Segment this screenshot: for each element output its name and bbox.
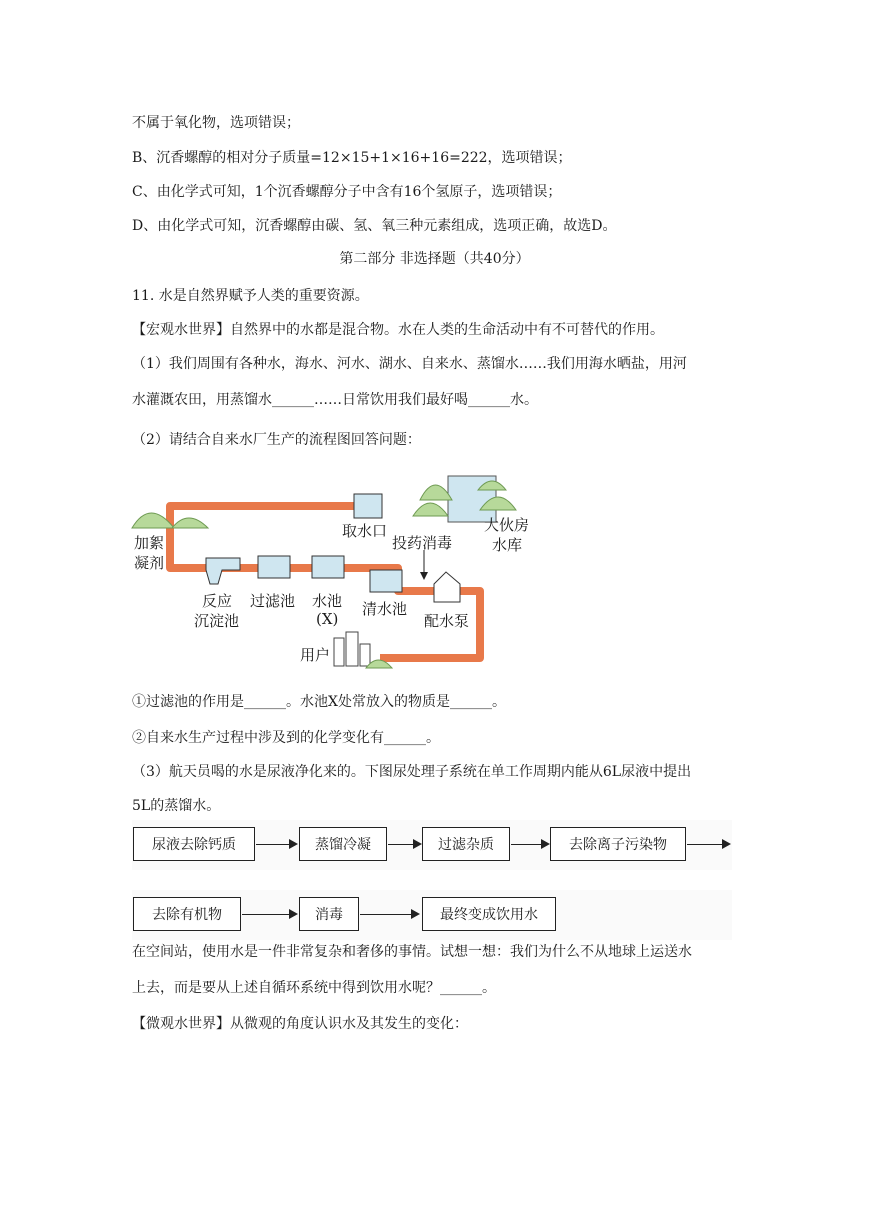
label-clear: 清水池 [362,600,408,618]
label-settle-2: 沉淀池 [194,612,240,630]
flow-arrow-4 [687,844,729,845]
pool-x-tank [312,556,344,578]
flow-arrow-5 [242,914,296,915]
label-pool-x-2: (X) [316,610,339,628]
label-settle-1: 反应 [202,592,233,610]
flow-box-drinking: 最终变成饮用水 [422,897,556,931]
circle-1-line: ①过滤池的作用是______。水池X处常放入的物质是______。 [132,694,506,710]
intake-tank [354,494,382,518]
flow-arrow-6 [360,914,418,915]
hill-left-2 [172,518,208,528]
label-coag-1: 加絮 [134,534,165,552]
flow-box-calcium: 尿液去除钙质 [133,827,255,861]
question-11: 11. 水是自然界赋予人类的重要资源。 [132,288,369,304]
line-1: 不属于氧化物，选项错误； [132,115,300,131]
label-reservoir-1: 大伙房 [484,516,530,534]
label-pool-x-1: 水池 [312,592,343,610]
label-user: 用户 [300,646,331,664]
flow-box-disinfect: 消毒 [299,897,359,931]
user-building-2 [346,632,358,666]
part1-line1: （1）我们周围有各种水，海水、河水、湖水、自来水、蒸馏水……我们用海水晒盐，用河 [132,356,687,372]
part3-line2: 5L的蒸馏水。 [132,798,221,814]
filter-tank [258,556,290,578]
line-d: D、由化学式可知，沉香螺醇由碳、氢、氧三种元素组成，选项正确，故选D。 [132,218,617,234]
waterworks-diagram [130,466,540,676]
part1-line2: 水灌溉农田，用蒸馏水______……日常饮用我们最好喝______水。 [132,392,538,408]
label-pump: 配水泵 [424,612,470,630]
micro-water: 【微观水世界】从微观的角度认识水及其发生的变化： [132,1016,468,1032]
part3-line1: （3）航天员喝的水是尿液净化来的。下图尿处理子系统在单工作周期内能从6L尿液中提出 [132,764,692,780]
user-building-3 [360,644,370,666]
flow-box-filter: 过滤杂质 [422,827,510,861]
pump-house [434,572,460,602]
waterworks-graphic [130,466,540,676]
line-b: B、沉香螺醇的相对分子质量=12×15+1×16+16=222，选项错误； [132,150,572,166]
flow-box-distill: 蒸馏冷凝 [299,827,387,861]
space-line-1: 在空间站，使用水是一件非常复杂和奢侈的事情。试想一想：我们为什么不从地球上运送水 [132,944,692,960]
hill-reservoir-1 [420,485,452,500]
section-title: 第二部分 非选择题（共40分） [339,251,530,267]
user-building-1 [334,638,344,666]
flow-box-ions: 去除离子污染物 [550,827,686,861]
flow-arrow-1 [256,844,296,845]
line-c: C、由化学式可知，1个沉香螺醇分子中含有16个氢原子，选项错误； [132,184,562,200]
disinfect-arrow-head [420,572,428,580]
flow-arrow-3 [511,844,548,845]
label-coag-2: 凝剂 [134,554,165,572]
label-reservoir-2: 水库 [492,536,523,554]
hill-reservoir-2 [413,503,448,516]
label-disinfect: 投药消毒 [392,534,453,552]
macro-water: 【宏观水世界】自然界中的水都是混合物。水在人类的生命活动中有不可替代的作用。 [132,322,664,338]
label-intake: 取水口 [342,522,388,540]
flow-box-organic: 去除有机物 [133,897,241,931]
clear-tank [370,570,402,592]
label-filter: 过滤池 [250,592,296,610]
circle-2-line: ②自来水生产过程中涉及到的化学变化有______。 [132,730,440,746]
space-line-2: 上去，而是要从上述自循环系统中得到饮用水呢？______。 [132,980,496,996]
part2-line: （2）请结合自来水厂生产的流程图回答问题： [132,432,421,448]
flow-arrow-2 [388,844,420,845]
